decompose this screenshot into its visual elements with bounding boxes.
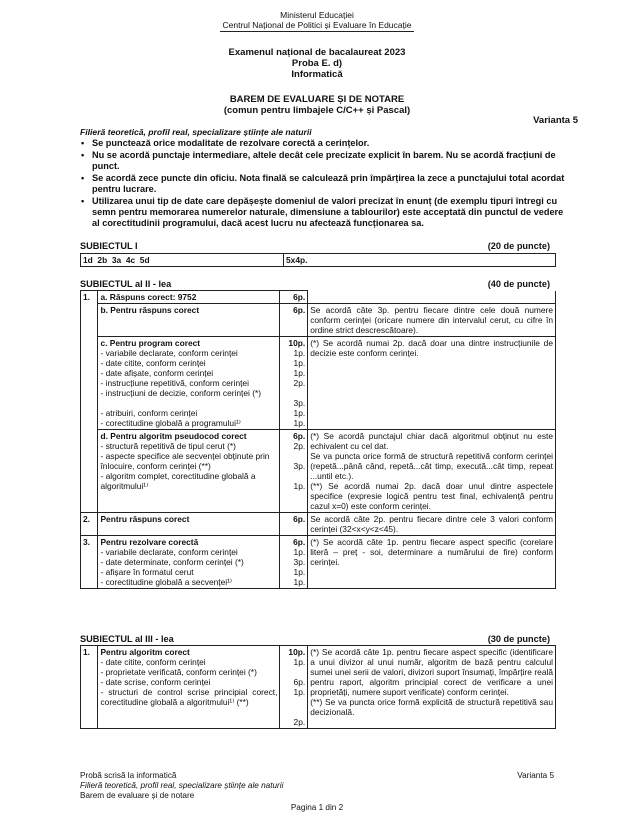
criteria-points: 1p. <box>293 577 306 587</box>
criteria-line: - date scrise, conform cerinței <box>100 677 211 687</box>
general-rules <box>80 138 572 230</box>
section-2-table <box>80 290 556 589</box>
item-number: 3. <box>81 536 98 589</box>
rule-item: • Se punctează orice modalitate de rezolvare corectă a cerințelor. <box>92 138 572 149</box>
item-1d-head-points: 6p. <box>293 431 306 441</box>
item-1b-points: 6p. <box>280 304 308 337</box>
item-1d-head: d. Pentru algoritm pseudocod corect <box>100 431 247 441</box>
item-1c-desc <box>98 337 280 430</box>
item-2-points: 6p. <box>280 513 308 536</box>
exam-proba: Proba E. d) <box>291 58 343 69</box>
item-3-head: Pentru rezolvare corectă <box>100 537 199 547</box>
item-s3-1-head-points: 10p. <box>288 647 306 657</box>
criteria-line: - variabile declarate, conform cerinței <box>100 348 238 358</box>
item-1a-answer: a. Răspuns corect: 9752 <box>98 291 280 304</box>
varianta-label: Varianta 5 <box>533 115 578 126</box>
criteria-points: 1p. <box>293 408 306 418</box>
section-1-score: 5x4p. <box>284 254 556 267</box>
table-row <box>81 536 556 589</box>
spacer <box>282 667 305 677</box>
footer-line-1: Probă scrisă la informatică <box>80 771 177 780</box>
item-number: 2. <box>81 513 98 536</box>
criteria-points: 1p. <box>293 368 306 378</box>
criteria-line: - date afișate, conform cerinței <box>100 368 214 378</box>
criteria-line: - date citite, conform cerinței <box>100 358 206 368</box>
note-paragraph: (**) Se va puncta orice formă explicită de structură repetitivă sau decizională. <box>310 697 553 717</box>
item-1b-desc: b. Pentru răspuns corect <box>98 304 280 337</box>
criteria-line: - instrucțiune repetitivă, conform cerinței <box>100 378 249 388</box>
note-paragraph: (**) Se acordă numai 2p. dacă doar unul dintre aspectele specifice (expresie logică pentru test final, echivalență pentru cazul x=0) este conform cerinței. <box>310 481 553 511</box>
criteria-line: - date citite, conform cerinței <box>100 657 206 667</box>
item-number: 1. <box>81 646 98 729</box>
note-paragraph: Se va puncta orice formă de structură repetitivă conform cerinței (repetă...până când, repetă...cât timp, execută...cât timp, repeat ...until etc.). <box>310 451 553 481</box>
note-paragraph: (*) Se acordă câte 1p. pentru fiecare aspect specific (identificare a unui divizor al unui număr, algoritm de bază pentru calculul sumei unei serii de valori, divizori suport însumați, împărțire reală pentru raport, algoritm principial corect de verificare a unei proprietăți, numere suport verificate) conform cerinței. <box>310 647 553 697</box>
criteria-points: 1p. <box>293 657 306 667</box>
item-1b-note: Se acordă câte 3p. pentru fiecare dintre cele două numere conform cerinței (oricare numere din intervalul cerut, cu cifre în ordine strict descrescătoare). <box>308 304 556 337</box>
item-1a-points: 6p. <box>280 291 308 304</box>
criteria-line: - afișare în formatul cerut <box>100 567 194 577</box>
criteria-line: - proprietate verificată, conform cerinței (*) <box>100 667 257 677</box>
rule-item: • Se acordă zece puncte din oficiu. Nota finală se calculează prin împărțirea la zece a punctajului total acordat pentru lucrare. <box>92 173 572 195</box>
item-1c-points <box>280 337 308 430</box>
criteria-line: - aspecte specifice ale secvenței obținute prin înlocuire, conform cerinței (**) <box>100 451 270 471</box>
spacer <box>282 471 305 481</box>
criteria-points: 1p. <box>293 547 306 557</box>
footer-varianta: Varianta 5 <box>517 771 554 780</box>
barem-title: BAREM DE EVALUARE ȘI DE NOTARE <box>229 94 405 105</box>
table-row <box>81 254 556 267</box>
ministry-name: Ministerul Educației <box>280 10 354 20</box>
item-1a-note <box>308 291 556 304</box>
table-row <box>81 513 556 536</box>
criteria-points: 6p. <box>293 677 306 687</box>
item-1c-note: (*) Se acordă numai 2p. dacă doar una dintre instrucțiunile de decizie este conform cerinței. <box>308 337 556 430</box>
criteria-line: - variabile declarate, conform cerinței <box>100 547 238 557</box>
exam-subject: Informatică <box>291 69 343 80</box>
criteria-points: 1p. <box>293 687 306 697</box>
center-name: Centrul Național de Politici și Evaluare în Educație <box>222 20 412 30</box>
criteria-line: - instrucțiuni de decizie, conform cerinței (*) <box>100 388 262 398</box>
section-1-table <box>80 253 556 267</box>
page-number: Pagina 1 din 2 <box>290 803 344 812</box>
criteria-line: - date determinate, conform cerinței (*) <box>100 557 244 567</box>
item-1c-head-points: 10p. <box>288 338 306 348</box>
criteria-points: 2p. <box>293 378 306 388</box>
item-3-note: (*) Se acordă câte 1p. pentru fiecare aspect specific (corelare literă – preț - soi, determinare a numărului de fire) conform cerinței. <box>308 536 556 589</box>
criteria-points: 2p. <box>293 441 306 451</box>
criteria-line: - atribuiri, conform cerinței <box>100 408 198 418</box>
section-3-table <box>80 645 556 729</box>
item-1d-points <box>280 430 308 513</box>
exam-title: Examenul național de bacalaureat 2023 <box>228 47 406 58</box>
table-row <box>81 337 556 430</box>
criteria-points: 1p. <box>293 481 306 491</box>
item-2-note: Se acordă câte 2p. pentru fiecare dintre cele 3 valori conform cerinței (32<x<y<z<45). <box>308 513 556 536</box>
item-3-head-points: 6p. <box>293 537 306 547</box>
section-3-points: (30 de puncte) <box>487 634 550 644</box>
criteria-points: 3p. <box>293 557 306 567</box>
item-number: 1. <box>81 291 98 513</box>
item-s3-1-head: Pentru algoritm corect <box>100 647 190 657</box>
criteria-points: 1p. <box>293 567 306 577</box>
criteria-points: 3p. <box>293 461 306 471</box>
section-2-points: (40 de puncte) <box>487 279 550 289</box>
section-1-points: (20 de puncte) <box>487 241 550 251</box>
criteria-line: - corectitudine globală a secvenței¹⁾ <box>100 577 232 587</box>
criteria-points: 1p. <box>293 358 306 368</box>
note-paragraph: (*) Se acordă punctajul chiar dacă algoritmul obținut nu este echivalent cu cel dat. <box>310 431 553 451</box>
footer-line-3: Barem de evaluare și de notare <box>80 791 195 800</box>
item-1c-head: c. Pentru program corect <box>100 338 201 348</box>
header-rule <box>220 31 414 32</box>
section-1-answers: 1d 2b 3a 4c 5d <box>81 254 284 267</box>
criteria-line: - structură repetitivă de tipul cerut (*) <box>100 441 236 451</box>
item-2-desc: Pentru răspuns corect <box>98 513 280 536</box>
rule-item: • Utilizarea unui tip de date care depășește domeniul de valori precizat în enunț (de exemplu tipuri întregi cu semn pentru memorarea numerelor naturale, dimensiune a tablourilor) este acceptată din punctul de vedere al corectitudinii programului, dacă acest lucru nu afectează funcționarea sa. <box>92 196 572 229</box>
section-2-title: SUBIECTUL al II - lea <box>80 279 172 289</box>
spacer <box>282 451 305 461</box>
item-3-desc <box>98 536 280 589</box>
item-3-points <box>280 536 308 589</box>
spacer <box>282 697 305 717</box>
item-1d-note <box>308 430 556 513</box>
criteria-line: - algoritm complet, corectitudine globală a algoritmului¹⁾ <box>100 471 256 491</box>
table-row <box>81 304 556 337</box>
table-row <box>81 646 556 729</box>
item-1d-desc <box>98 430 280 513</box>
barem-subtitle: (comun pentru limbajele C/C++ și Pascal) <box>223 105 411 116</box>
item-s3-1-desc <box>98 646 280 729</box>
criteria-line: - corectitudine globală a programului¹⁾ <box>100 418 241 428</box>
criteria-line: - structuri de control scrise principial corect, corectitudine globală a algoritmului¹⁾ (**) <box>100 687 278 707</box>
filiera-label: Filieră teoretică, profil real, specializare științe ale naturii <box>80 127 312 137</box>
criteria-points: 1p. <box>293 348 306 358</box>
rule-item: • Nu se acordă punctaje intermediare, altele decât cele precizate explicit în barem. Nu se acordă fracțiuni de punct. <box>92 150 572 172</box>
table-row <box>81 430 556 513</box>
spacer <box>282 388 305 398</box>
criteria-points: 1p. <box>293 418 306 428</box>
table-row <box>81 291 556 304</box>
section-3-title: SUBIECTUL al III - lea <box>80 634 174 644</box>
item-s3-1-points <box>280 646 308 729</box>
criteria-points: 2p. <box>293 717 306 727</box>
footer-line-2: Filieră teoretică, profil real, specializare științe ale naturii <box>80 781 284 790</box>
item-s3-1-note <box>308 646 556 729</box>
section-1-title: SUBIECTUL I <box>80 241 138 251</box>
criteria-points: 3p. <box>293 398 306 408</box>
